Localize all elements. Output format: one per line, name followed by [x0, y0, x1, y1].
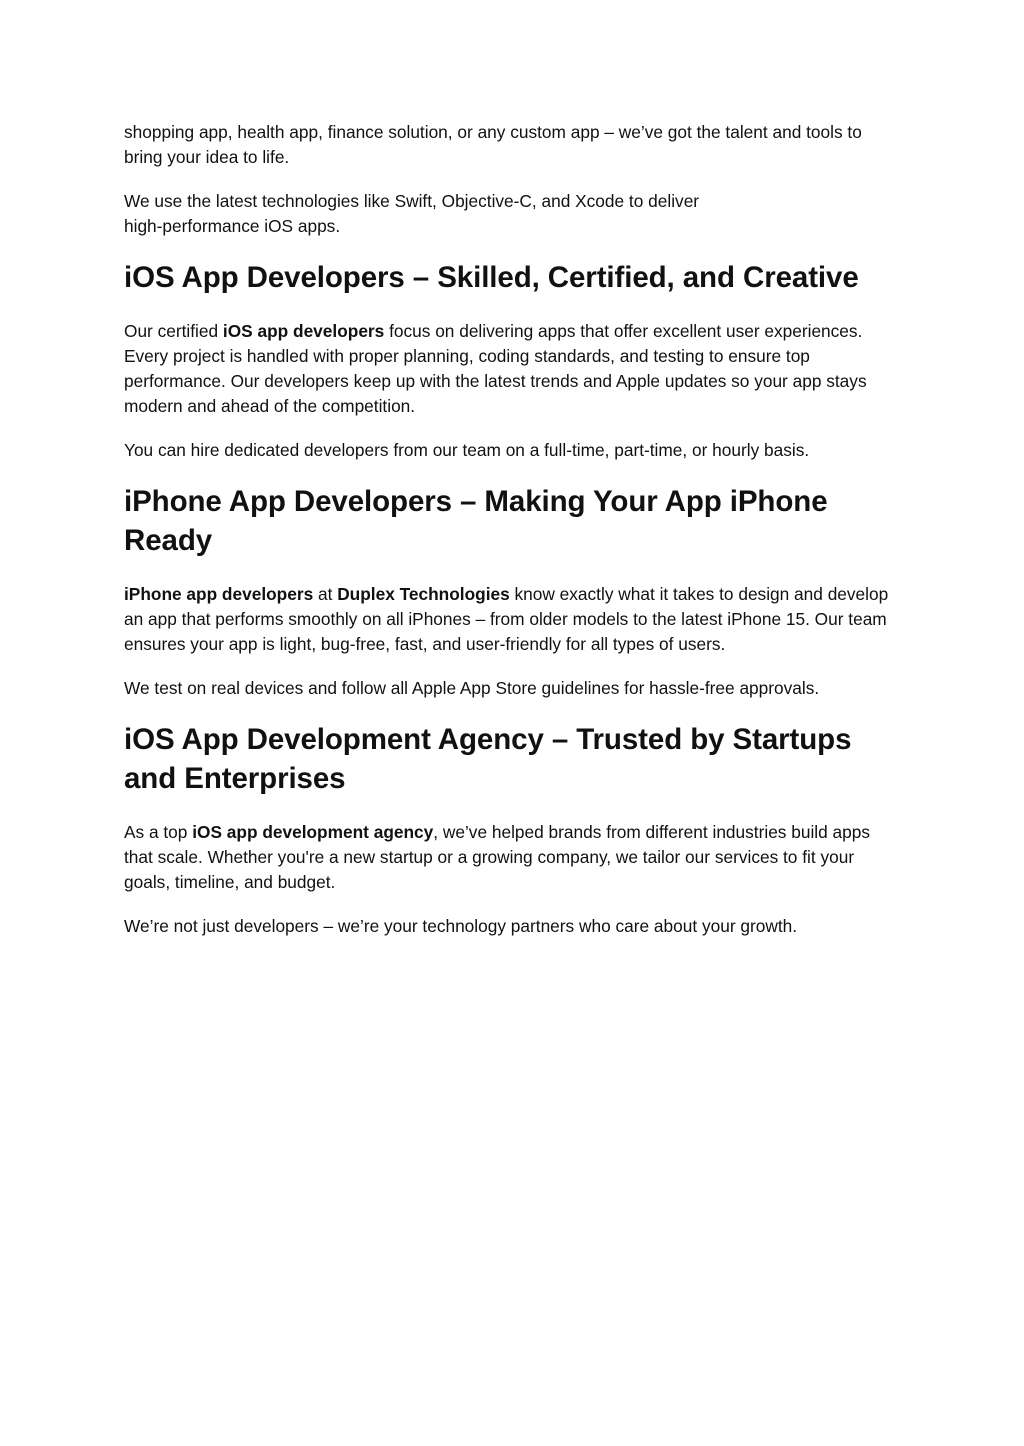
- heading-ios-app-development-agency: iOS App Development Agency – Trusted by Startups and Enterprises: [124, 723, 852, 795]
- intro-paragraph-2: [124, 189, 900, 239]
- agency-lead-text: As a top: [124, 822, 193, 842]
- heading-ios-app-developers: iOS App Developers – Skilled, Certified, and Creative: [124, 261, 859, 294]
- agency-body-text: , we’ve helped brands from different industries build apps that scale. Whether you're a new startup or a growing company, we tailor our services to fit your goals, timeline, and budget.: [124, 822, 871, 892]
- iphone-developers-body-text: know exactly what it takes to design and develop an app that performs smoothly on all iPhones – from older models to the latest iPhone 15. Our team ensures your app is light, bug-free, fast, and user-friendly for all types of users.: [124, 584, 889, 654]
- agency-paragraph-2: We’re not just developers – we’re your technology partners who care about your growth.: [124, 916, 798, 936]
- agency-paragraph-1: [124, 820, 900, 895]
- agency-bold-text: iOS app development agency: [192, 822, 434, 842]
- iphone-developers-paragraph-1: [124, 582, 900, 657]
- heading-iphone-app-developers: iPhone App Developers – Making Your App iPhone Ready: [124, 485, 828, 557]
- ios-developers-paragraph-1: [124, 319, 900, 419]
- intro-paragraph-1: shopping app, health app, finance solution, or any custom app – we’ve got the talent and tools to bring your idea to life.: [124, 122, 862, 167]
- ios-developers-paragraph-2: You can hire dedicated developers from our team on a full-time, part-time, or hourly basis.: [124, 440, 810, 460]
- ios-developers-bold-text: iOS app developers: [222, 321, 385, 341]
- ios-developers-lead-text: Our certified: [124, 321, 223, 341]
- intro-paragraph-2-line-2: high-performance iOS apps.: [124, 216, 341, 236]
- company-name-bold-text: Duplex Technologies: [337, 584, 510, 604]
- ios-developers-body-text: focus on delivering apps that offer excellent user experiences. Every project is handled with proper planning, coding standards, and testing to ensure top performance. Our developers keep up with the latest trends and Apple updates so your app stays modern and ahead of the competition.: [124, 321, 867, 416]
- iphone-developers-paragraph-2: We test on real devices and follow all Apple App Store guidelines for hassle-free approvals.: [124, 678, 820, 698]
- iphone-developers-connector-text: at: [313, 584, 338, 604]
- intro-paragraph-2-line-1: We use the latest technologies like Swift, Objective-C, and Xcode to deliver: [124, 191, 700, 211]
- document-page: [124, 120, 900, 958]
- iphone-developers-bold-text: iPhone app developers: [124, 584, 314, 604]
